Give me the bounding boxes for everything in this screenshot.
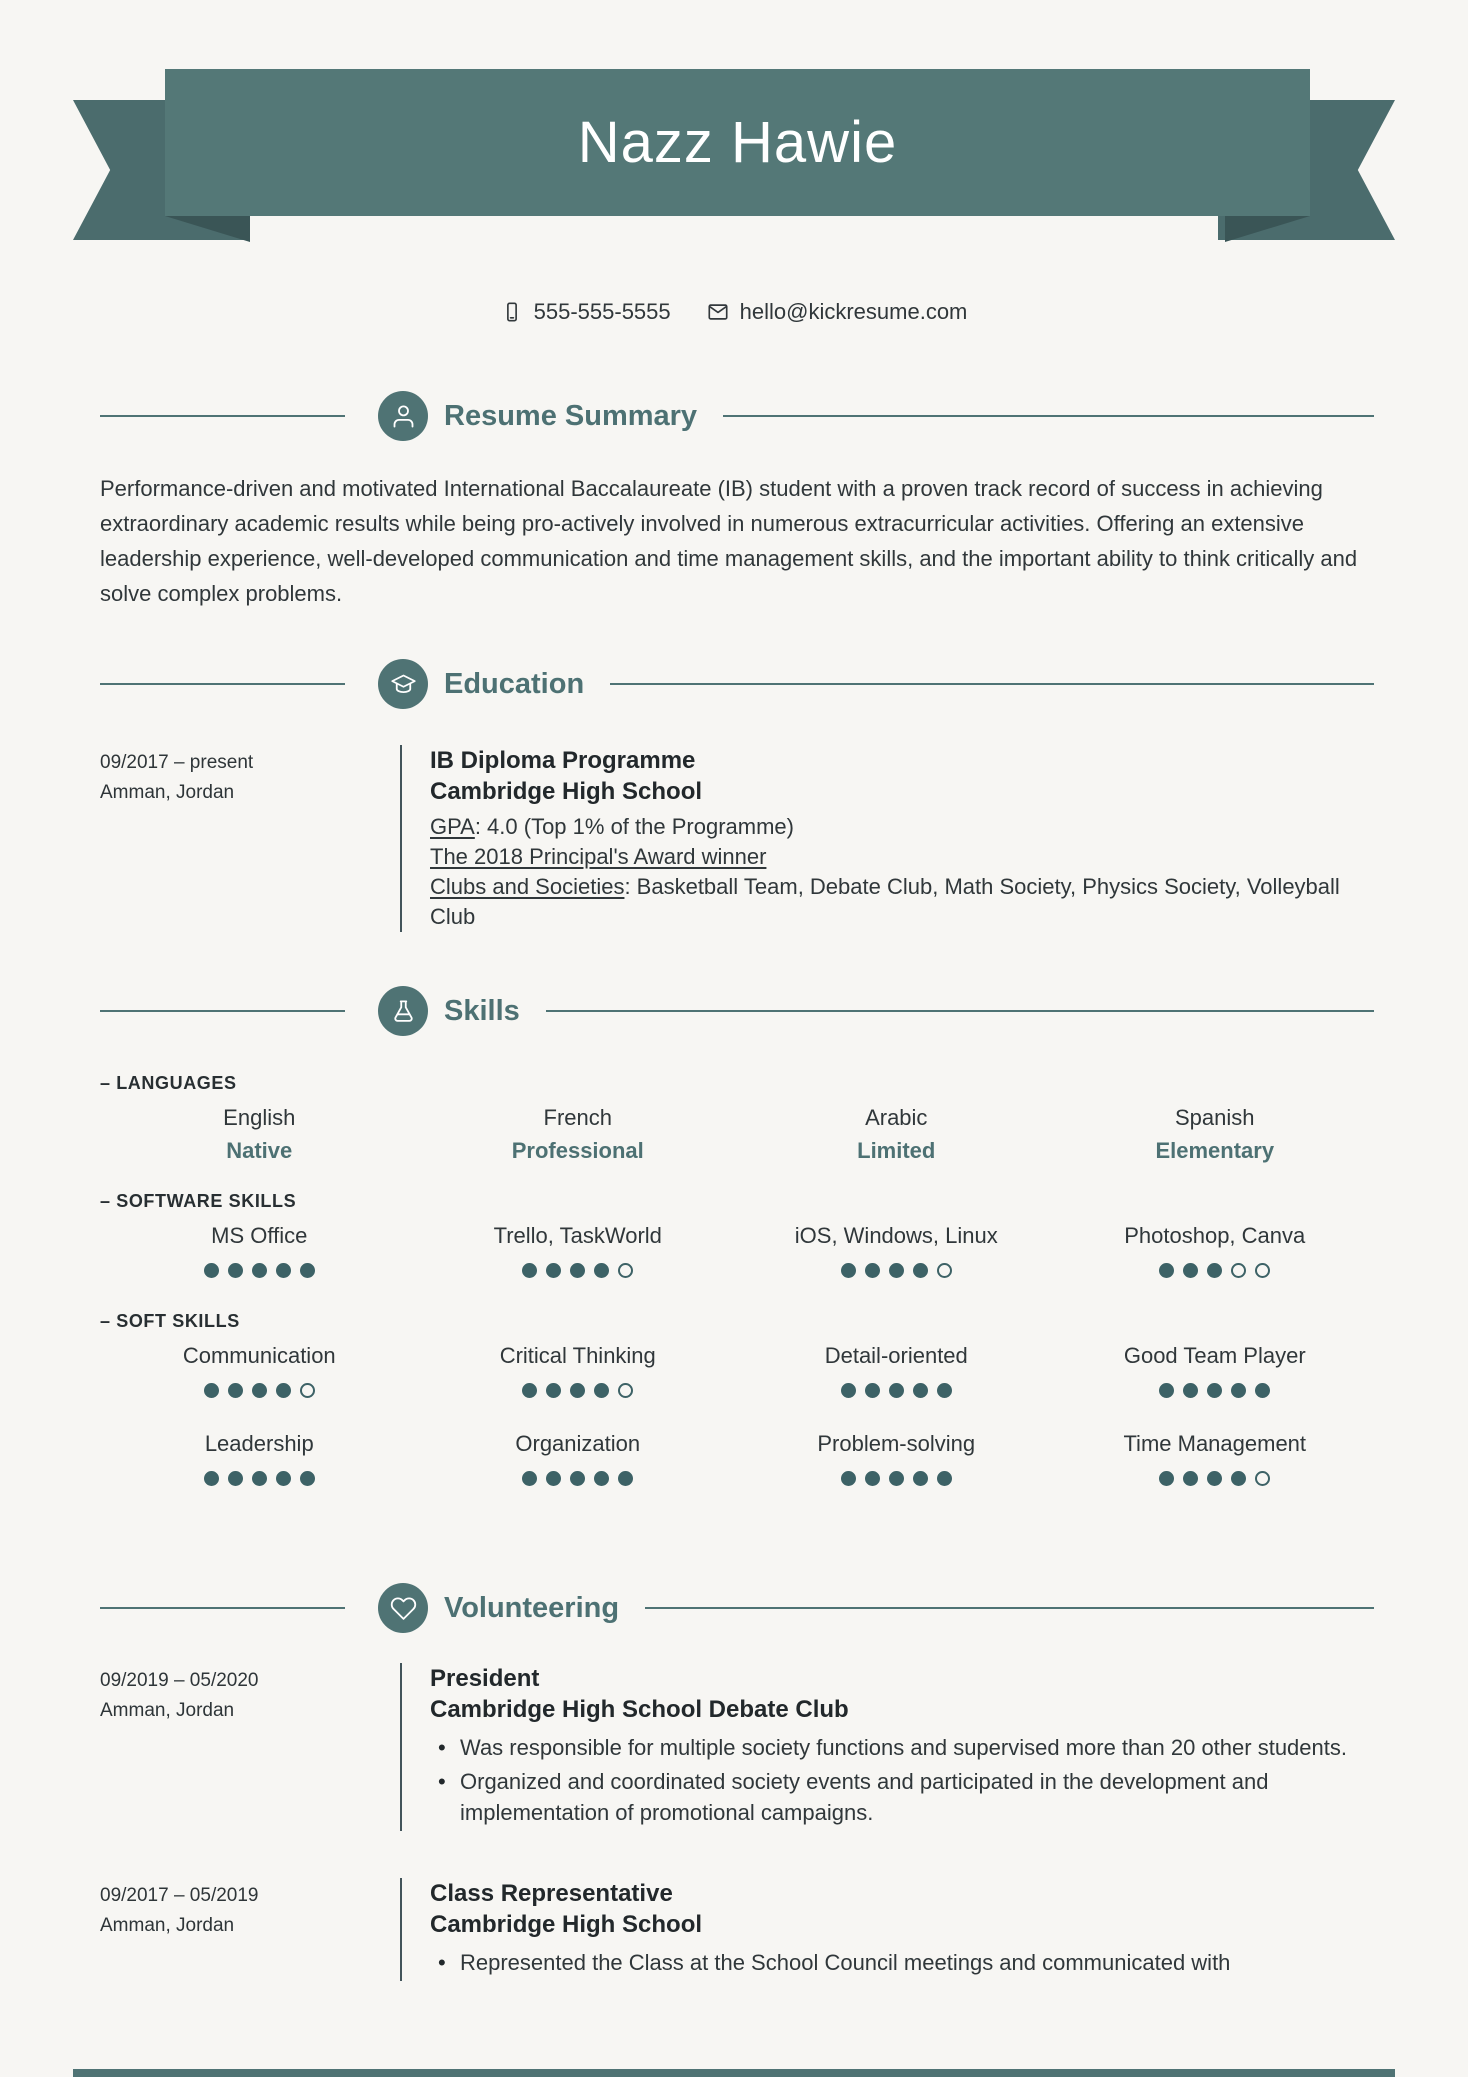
person-icon — [390, 403, 417, 430]
soft-skills-label: – SOFT SKILLS — [100, 1311, 240, 1331]
page-bottom-rule — [73, 2069, 1395, 2077]
award-text: The 2018 Principal's Award winner — [430, 844, 767, 869]
language-name: Spanish — [1174, 1105, 1255, 1130]
clubs-value: : Basketball Team, Debate Club, Math Society, Physics Society, Volleyball Club — [430, 874, 1340, 929]
skill-rating-dots — [737, 1471, 1056, 1486]
software-skills-label: – SOFTWARE SKILLS — [100, 1191, 297, 1211]
entry-dates: 09/2017 – present — [100, 752, 254, 773]
education-entry — [100, 745, 1374, 932]
soft-skills-grid-row1 — [100, 1341, 1374, 1398]
skill-name: iOS, Windows, Linux — [794, 1223, 998, 1248]
phone-icon — [501, 301, 523, 323]
email-icon — [707, 301, 729, 323]
languages-label: – LANGUAGES — [100, 1073, 237, 1093]
education-details — [430, 812, 1374, 932]
skill-name: Problem-solving — [817, 1431, 976, 1456]
skill-rating-dots — [1056, 1263, 1375, 1278]
entry-meta — [100, 745, 400, 932]
entry-meta — [100, 1878, 400, 1981]
volunteering-entry — [100, 1663, 1374, 1831]
entry-body — [400, 745, 1374, 932]
summary-icon-circle — [378, 391, 428, 441]
skill-rating-dots — [1056, 1383, 1375, 1398]
skill-name: Leadership — [204, 1431, 314, 1456]
language-name: French — [543, 1105, 612, 1130]
heart-icon — [390, 1595, 417, 1622]
skill-rating-dots — [419, 1263, 738, 1278]
language-level: Elementary — [1155, 1138, 1275, 1163]
header-rule-right — [610, 683, 1374, 685]
gpa-label: GPA — [430, 814, 475, 839]
skills-title: Skills — [444, 994, 520, 1027]
graduation-cap-icon — [390, 671, 417, 698]
skill-item — [737, 1221, 1056, 1278]
entry-body — [400, 1878, 1374, 1981]
skill-item — [737, 1429, 1056, 1486]
language-level: Limited — [857, 1138, 936, 1163]
degree-title: IB Diploma Programme — [430, 747, 696, 774]
education-title: Education — [444, 667, 585, 700]
gpa-value: : 4.0 (Top 1% of the Programme) — [474, 814, 794, 839]
language-item — [737, 1103, 1056, 1166]
skill-rating-dots — [1056, 1471, 1375, 1486]
organization-name: Cambridge High School — [430, 1911, 703, 1938]
email-address: hello@kickresume.com — [739, 299, 968, 324]
language-item — [1056, 1103, 1375, 1166]
bullet-list — [430, 1947, 1374, 1978]
skill-item — [100, 1429, 419, 1486]
phone-number: 555-555-5555 — [533, 299, 671, 324]
header-rule-left — [100, 1010, 345, 1012]
soft-skills-grid-row2 — [100, 1429, 1374, 1486]
language-item — [100, 1103, 419, 1166]
language-level: Professional — [511, 1138, 644, 1163]
role-title: President — [430, 1665, 540, 1692]
header-ribbon — [0, 0, 1468, 250]
languages-grid — [100, 1103, 1374, 1166]
skill-rating-dots — [100, 1263, 419, 1278]
skill-name: Critical Thinking — [499, 1343, 656, 1368]
header-rule-left — [100, 1607, 345, 1609]
skills-section-header — [100, 986, 1374, 1036]
phone-item — [501, 299, 671, 325]
summary-section-header — [100, 391, 1374, 441]
skill-item — [1056, 1221, 1375, 1278]
volunteering-icon-circle — [378, 1583, 428, 1633]
header-rule-right — [546, 1010, 1374, 1012]
entry-location: Amman, Jordan — [100, 782, 235, 803]
skill-name: Detail-oriented — [824, 1343, 968, 1368]
volunteering-section-header — [100, 1583, 1374, 1633]
skill-name: Communication — [182, 1343, 336, 1368]
skill-name: Photoshop, Canva — [1124, 1223, 1306, 1248]
bullet-item: • Was responsible for multiple society functions and supervised more than 20 other students. — [430, 1732, 1374, 1763]
skill-item — [419, 1341, 738, 1398]
entry-dates: 09/2019 – 05/2020 — [100, 1670, 259, 1691]
skills-icon-circle — [378, 986, 428, 1036]
entry-meta — [100, 1663, 400, 1831]
language-name: Arabic — [865, 1105, 928, 1130]
contact-row — [0, 299, 1468, 325]
skill-rating-dots — [737, 1383, 1056, 1398]
header-rule-right — [723, 415, 1374, 417]
software-skills-grid — [100, 1221, 1374, 1278]
skill-item — [1056, 1429, 1375, 1486]
header-rule-left — [100, 415, 345, 417]
language-level: Native — [226, 1138, 293, 1163]
skill-item — [100, 1221, 419, 1278]
skill-rating-dots — [737, 1263, 1056, 1278]
entry-location: Amman, Jordan — [100, 1915, 235, 1936]
email-item — [707, 299, 968, 325]
entry-location: Amman, Jordan — [100, 1700, 235, 1721]
skill-rating-dots — [100, 1471, 419, 1486]
flask-icon — [390, 998, 417, 1025]
skill-item — [737, 1341, 1056, 1398]
language-name: English — [223, 1105, 296, 1130]
entry-body — [400, 1663, 1374, 1831]
skill-name: Trello, TaskWorld — [493, 1223, 662, 1248]
role-title: Class Representative — [430, 1880, 673, 1907]
education-icon-circle — [378, 659, 428, 709]
clubs-label: Clubs and Societies — [430, 874, 625, 899]
skill-item — [419, 1429, 738, 1486]
award-line — [430, 842, 1374, 872]
skill-rating-dots — [419, 1383, 738, 1398]
header-rule-right — [645, 1607, 1374, 1609]
skill-rating-dots — [419, 1471, 738, 1486]
summary-text: Performance-driven and motivated International Baccalaureate (IB) student with a proven track record of success in achieving extraordinary academic results while being pro-actively involved in numerous extracurricular activities. Offering an extensive leadership experience, well-developed communication and time management skills, and the important ability to think critically and solve complex problems. — [100, 476, 1358, 606]
clubs-line — [430, 872, 1374, 932]
skill-item — [419, 1221, 738, 1278]
ribbon-band — [165, 69, 1310, 216]
language-item — [419, 1103, 738, 1166]
candidate-name: Nazz Hawie — [577, 110, 898, 175]
skill-item — [100, 1341, 419, 1398]
bullet-item: • Organized and coordinated society events and participated in the development and implementation of promotional campaigns. — [430, 1766, 1374, 1828]
volunteering-title: Volunteering — [444, 1591, 620, 1624]
entry-dates: 09/2017 – 05/2019 — [100, 1885, 259, 1906]
volunteering-entry — [100, 1878, 1374, 1981]
bullet-list — [430, 1732, 1374, 1828]
skill-name: Time Management — [1123, 1431, 1307, 1456]
skill-item — [1056, 1341, 1375, 1398]
header-rule-left — [100, 683, 345, 685]
organization-name: Cambridge High School Debate Club — [430, 1696, 849, 1723]
skill-name: MS Office — [211, 1223, 308, 1248]
school-name: Cambridge High School — [430, 778, 703, 805]
gpa-line — [430, 812, 1374, 842]
education-section-header — [100, 659, 1374, 709]
skill-name: Organization — [515, 1431, 641, 1456]
skill-name: Good Team Player — [1123, 1343, 1306, 1368]
bullet-item: • Represented the Class at the School Council meetings and communicated with — [430, 1947, 1374, 1978]
summary-title: Resume Summary — [444, 399, 698, 432]
skill-rating-dots — [100, 1383, 419, 1398]
